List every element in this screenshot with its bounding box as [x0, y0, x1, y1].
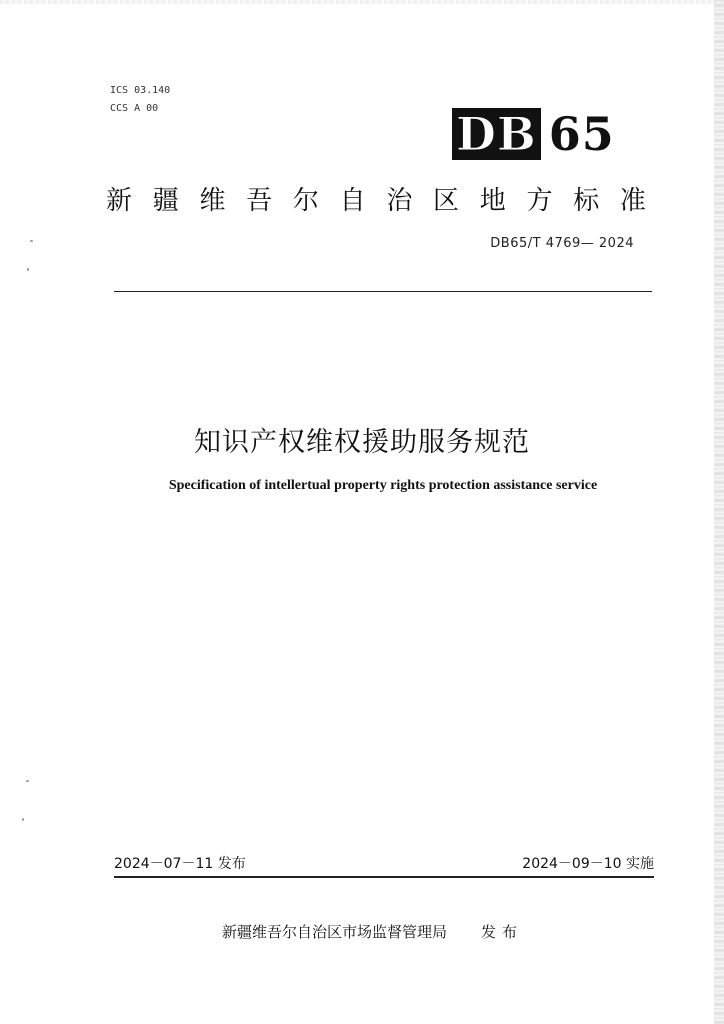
ics-value: 03.140 — [134, 85, 171, 96]
standard-class-char: 方 — [526, 186, 553, 216]
standard-class-char: 疆 — [152, 186, 179, 216]
publish-date: 2024－07－11 发布 — [114, 856, 246, 872]
scan-speck — [26, 780, 29, 782]
document-title-english: Specification of intellertual property rights protection assistance service — [168, 478, 598, 493]
standard-class-char: 尔 — [292, 186, 319, 216]
date-row — [114, 853, 654, 873]
ccs-code — [110, 100, 176, 118]
scan-speck — [30, 240, 33, 242]
document-title-chinese: 知识产权维权援助服务规范 — [194, 427, 530, 458]
standard-number: DB65/T 4769— 2024 — [490, 236, 634, 251]
ics-label: ICS — [110, 85, 129, 96]
ics-code — [110, 82, 176, 100]
header-divider — [114, 291, 652, 292]
standard-class-char: 标 — [573, 186, 600, 216]
standard-class-char: 自 — [339, 186, 366, 216]
ccs-value: A 00 — [134, 103, 159, 114]
scan-speck — [22, 818, 24, 821]
issuer-row — [222, 921, 523, 942]
db-logo-letters: DB — [452, 108, 541, 160]
classification-codes — [110, 82, 176, 118]
issuer-name: 新疆维吾尔自治区市场监督管理局 — [222, 923, 448, 941]
standard-class-char: 区 — [433, 186, 460, 216]
db-logo — [452, 108, 615, 160]
standard-class-char: 治 — [386, 186, 413, 216]
standard-class-char: 维 — [199, 186, 226, 216]
standard-class-heading — [106, 180, 646, 217]
scan-speck — [27, 268, 29, 271]
implement-date: 2024－09－10 实施 — [522, 856, 654, 872]
issuer-action: 发布 — [481, 923, 524, 941]
ccs-label: CCS — [110, 103, 129, 114]
footer-divider — [114, 876, 654, 878]
standard-class-char: 新 — [106, 186, 133, 216]
scan-edge-right — [714, 0, 724, 1024]
standard-class-char: 地 — [479, 186, 506, 216]
standard-class-char: 准 — [619, 186, 646, 216]
db-logo-region-code: 65 — [548, 107, 615, 161]
standard-class-char: 吾 — [246, 186, 273, 216]
scan-edge-top — [0, 0, 724, 4]
